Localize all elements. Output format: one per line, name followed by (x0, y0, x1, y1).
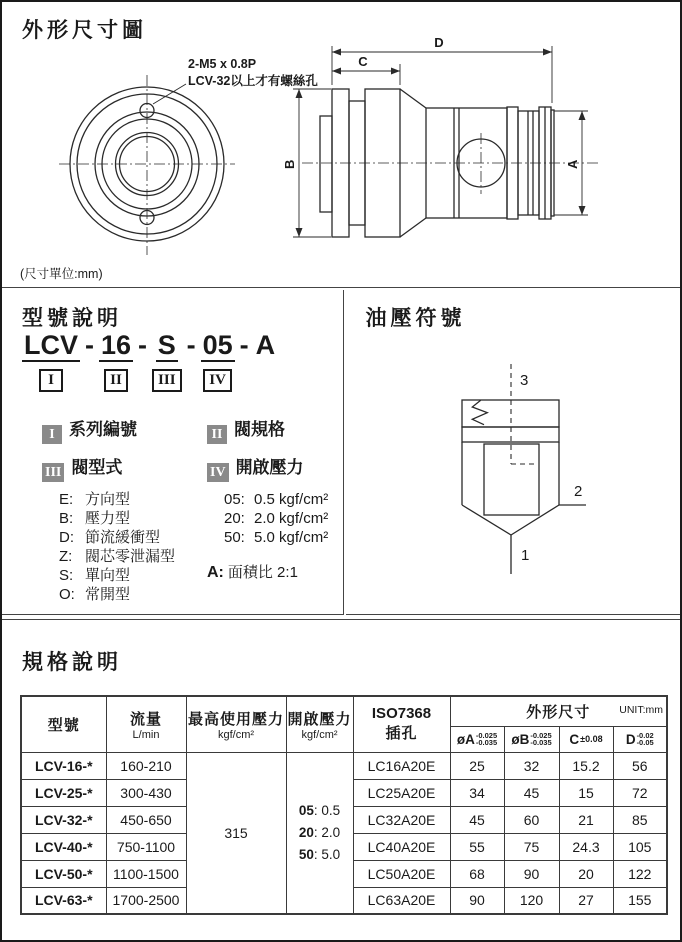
cell-iso: LC50A20E (353, 860, 450, 887)
cell-dim-d: 85 (613, 806, 667, 833)
cell-flow: 160-210 (106, 752, 186, 779)
roman-badge-1: I (42, 425, 62, 444)
col-header-dia-b: øB -0.025 -0.035 (504, 726, 559, 752)
callout-line-2: LCV-32以上才有螺絲孔 (188, 74, 318, 88)
cell-model: LCV-32-* (21, 806, 106, 833)
valve-type-block (42, 453, 175, 605)
roman-box-4: IV (203, 369, 232, 392)
cell-dim-a: 34 (450, 779, 504, 806)
dimension-drawing (2, 2, 680, 288)
code-segment-size: 16 II (99, 330, 133, 392)
section-title-spec: 規格說明 (22, 651, 122, 674)
section-model-code (2, 290, 344, 615)
port-label-2: 2 (573, 482, 582, 500)
opening-pressure-list (207, 490, 328, 547)
roman-badge-3: III (42, 463, 64, 482)
col-header-c: C ±0.08 (559, 726, 613, 752)
col-header-dia-a: øA -0.025 -0.035 (450, 726, 504, 752)
legend-spec: II 閥規格 (207, 415, 285, 445)
section-title-symbol: 油壓符號 (365, 306, 466, 330)
front-view-drawing (59, 57, 318, 255)
dimension-annotations (282, 35, 588, 237)
list-item: Z: 閥芯零泄漏型 (59, 548, 176, 565)
dim-label-d: D (434, 35, 444, 50)
list-item: E: 方向型 (59, 491, 131, 508)
col-header-iso-cavity: ISO7368 插孔 (353, 696, 450, 752)
dim-label-a: A (565, 159, 580, 169)
list-item: 50: 5.0 kgf/cm² (224, 529, 329, 546)
cell-iso: LC25A20E (353, 779, 450, 806)
cell-dim-a: 55 (450, 833, 504, 860)
cell-dim-a: 25 (450, 752, 504, 779)
code-segment-series: LCV I (22, 330, 80, 392)
list-item: O: 常開型 (59, 586, 131, 603)
callout-line-1: 2-M5 x 0.8P (188, 57, 257, 71)
opening-pressure-values: 05: 0.5 20: 2.0 50: 5.0 (298, 802, 341, 862)
code-segment-pressure: 05 IV (201, 330, 235, 392)
spec-table (20, 695, 668, 915)
cell-dim-b: 75 (504, 833, 559, 860)
cell-iso: LC16A20E (353, 752, 450, 779)
cell-dim-d: 122 (613, 860, 667, 887)
roman-box-3: III (152, 369, 182, 392)
cell-dim-c: 21 (559, 806, 613, 833)
port-label-3: 3 (519, 371, 528, 389)
roman-badge-2: II (207, 425, 227, 444)
cell-iso: LC40A20E (353, 833, 450, 860)
section-title-model: 型號說明 (22, 306, 122, 330)
col-header-outline-dims: 外形尺寸 UNIT:mm (450, 696, 667, 726)
list-item: 20: 2.0 kgf/cm² (224, 510, 329, 527)
section-hydraulic-symbol (346, 290, 681, 615)
cell-flow: 1100-1500 (106, 860, 186, 887)
cell-dim-c: 24.3 (559, 833, 613, 860)
cell-opening-pressure (286, 752, 353, 914)
col-header-opening-pressure: 開啟壓力 kgf/cm² (286, 696, 353, 752)
valve-type-list (42, 490, 175, 604)
roman-badge-4: IV (207, 463, 229, 482)
cell-dim-a: 68 (450, 860, 504, 887)
dim-label-b: B (282, 159, 297, 169)
section-specifications (2, 619, 680, 940)
cell-dim-d: 105 (613, 833, 667, 860)
cell-dim-d: 72 (613, 779, 667, 806)
list-item: S: 單向型 (59, 567, 131, 584)
opening-pressure-block (207, 453, 328, 583)
cell-model: LCV-50-* (21, 860, 106, 887)
cell-dim-c: 20 (559, 860, 613, 887)
model-code: LCV I - 16 II - S III - 05 IV - A (22, 330, 277, 392)
code-segment-type: S III (152, 330, 182, 392)
cell-model: LCV-63-* (21, 887, 106, 914)
cell-dim-c: 27 (559, 887, 613, 914)
unit-note: (尺寸單位:mm) (20, 267, 103, 281)
col-header-flow: 流量 L/min (106, 696, 186, 752)
col-header-model: 型號 (21, 696, 106, 752)
cell-dim-d: 56 (613, 752, 667, 779)
list-item: 05: 0.5 kgf/cm² (224, 491, 329, 508)
legend-series: I 系列編號 (42, 415, 137, 445)
cell-model: LCV-16-* (21, 752, 106, 779)
cell-flow: 750-1100 (106, 833, 186, 860)
valve-type-heading: III 閥型式 (42, 453, 175, 483)
cell-dim-b: 45 (504, 779, 559, 806)
list-item: D: 節流緩衝型 (59, 529, 161, 546)
cell-iso: LC63A20E (353, 887, 450, 914)
header-row-1 (21, 696, 667, 726)
cell-dim-d: 155 (613, 887, 667, 914)
cell-dim-b: 32 (504, 752, 559, 779)
list-item: B: 壓力型 (59, 510, 131, 527)
opening-pressure-heading: IV 開啟壓力 (207, 453, 328, 483)
cell-iso: LC32A20E (353, 806, 450, 833)
roman-box-2: II (104, 369, 128, 392)
col-header-max-pressure: 最高使用壓力 kgf/cm² (186, 696, 286, 752)
cell-dim-c: 15 (559, 779, 613, 806)
table-unit-note: UNIT:mm (619, 704, 663, 716)
table-row (21, 752, 667, 779)
cell-model: LCV-25-* (21, 779, 106, 806)
cell-model: LCV-40-* (21, 833, 106, 860)
section-outline-dimensions (2, 2, 680, 288)
cell-dim-b: 90 (504, 860, 559, 887)
spring-icon (472, 400, 487, 424)
cell-dim-c: 15.2 (559, 752, 613, 779)
cell-dim-a: 45 (450, 806, 504, 833)
cell-dim-b: 60 (504, 806, 559, 833)
cell-dim-a: 90 (450, 887, 504, 914)
cell-flow: 450-650 (106, 806, 186, 833)
roman-box-1: I (39, 369, 63, 392)
dim-label-c: C (358, 54, 368, 69)
port-label-1: 1 (520, 546, 529, 564)
area-ratio-note: A: 面積比 2:1 (207, 564, 298, 581)
code-segment-area: A (255, 329, 276, 360)
cell-dim-b: 120 (504, 887, 559, 914)
section-title-outline: 外形尺寸圖 (22, 19, 147, 42)
cell-max-pressure: 315 (186, 752, 286, 914)
hydraulic-symbol-drawing (346, 290, 680, 615)
cell-flow: 1700-2500 (106, 887, 186, 914)
col-header-d: D -0.02 -0.05 (613, 726, 667, 752)
cell-flow: 300-430 (106, 779, 186, 806)
